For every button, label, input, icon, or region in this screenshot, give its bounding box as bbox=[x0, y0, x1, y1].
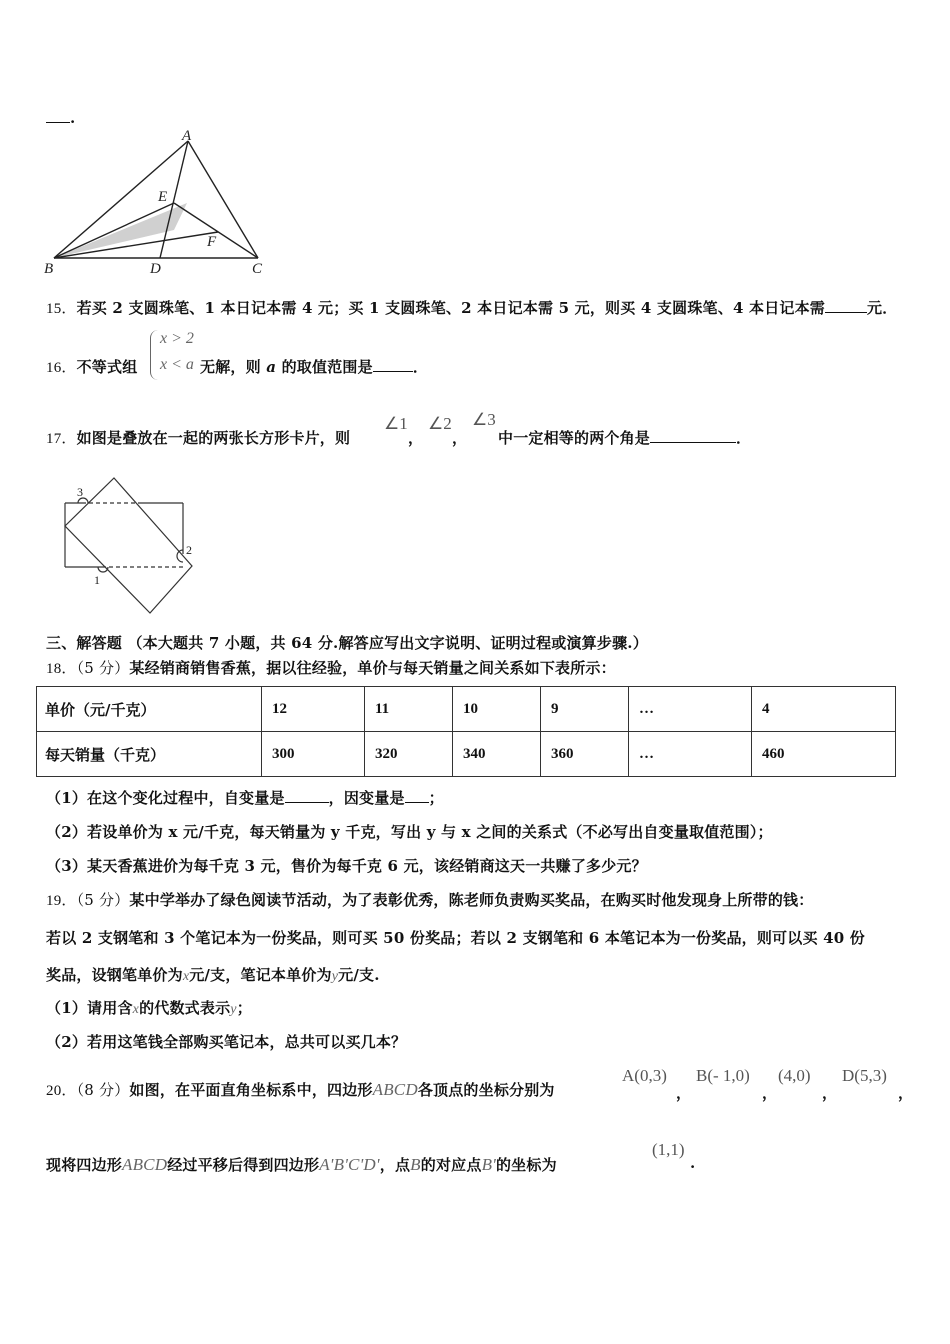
table-cell: 4 bbox=[752, 687, 896, 732]
price-sales-table bbox=[36, 686, 896, 777]
question-number: 19． bbox=[46, 893, 77, 909]
section-header bbox=[46, 632, 648, 653]
answer-blank[interactable] bbox=[285, 788, 329, 803]
label-f: F bbox=[207, 234, 217, 250]
label-d: D bbox=[150, 261, 161, 277]
question-number: 15． bbox=[46, 301, 77, 317]
question-number: 16． bbox=[46, 360, 77, 376]
inequality-line-2: x < a bbox=[160, 356, 194, 373]
angle-label-2: 2 bbox=[186, 543, 192, 557]
table-cell: 10 bbox=[453, 687, 541, 732]
question-17: 17．如图是叠放在一起的两张长方形卡片，则 bbox=[46, 429, 351, 447]
system-brace bbox=[150, 330, 159, 380]
label-a: A bbox=[182, 128, 192, 144]
q18-sub-2: （2）若设单价为 x 元/千克，每天销量为 y 千克，写出 y 与 x 之间的关系式（不必写出自变量取值范围）； bbox=[46, 823, 773, 841]
question-score: （5 分） bbox=[76, 659, 130, 677]
triangle-figure bbox=[40, 128, 280, 283]
angle-label-3: 3 bbox=[77, 485, 83, 499]
question-19-line-3: 奖品，设钢笔单价为x元/支，笔记本单价为y元/支. bbox=[46, 966, 380, 984]
label-c: C bbox=[252, 261, 263, 277]
table-cell: 300 bbox=[262, 732, 365, 777]
row-header: 每天销量（千克） bbox=[37, 732, 262, 777]
question-19: 19．（5 分）某中学举办了绿色阅读节活动，为了表彰优秀，陈老师负责购买奖品，在购买时他发现身上所带的钱： bbox=[46, 891, 814, 909]
q18-sub-3: （3）某天香蕉进价为每千克 3 元，售价为每千克 6 元，该经销商这天一共赚了多少元？ bbox=[46, 857, 647, 875]
table-cell: 9 bbox=[541, 687, 629, 732]
table-cell: 11 bbox=[365, 687, 453, 732]
table-row bbox=[37, 732, 896, 777]
question-15: 15．若买 2 支圆珠笔、1 本日记本需 4 元；买 1 支圆珠笔、2 本日记本需 5 元，则买 4 支圆珠笔、4 本日记本需 元． bbox=[46, 299, 898, 317]
point-a: A(0,3) bbox=[622, 1066, 667, 1085]
section-note: （本大题共 7 小题，共 64 分.解答应写出文字说明、证明过程或演算步骤.） bbox=[127, 634, 648, 652]
angle-label-1: 1 bbox=[94, 573, 100, 587]
question-19-line-2: 若以 2 支钢笔和 3 个笔记本为一份奖品，则可买 50 份奖品；若以 2 支钢笔和 6 本笔记本为一份奖品，则可以买 40 份 bbox=[46, 929, 865, 947]
inequality-line-1: x > 2 bbox=[160, 330, 194, 347]
row-header: 单价（元/千克） bbox=[37, 687, 262, 732]
question-16-tail: 无解，则 a 的取值范围是 ． bbox=[200, 358, 429, 376]
question-18: 18．（5 分）某经销商销售香蕉，据以往经验，单价与每天销量之间关系如下表所示： bbox=[46, 659, 616, 677]
q18-sub-1: （1）在这个变化过程中，自变量是 ，因变量是 ； bbox=[46, 789, 444, 807]
question-score: （5 分） bbox=[76, 891, 130, 909]
label-e: E bbox=[158, 189, 168, 205]
overlapping-rectangles-figure bbox=[50, 470, 200, 620]
table-cell: 320 bbox=[365, 732, 453, 777]
table-cell: … bbox=[629, 732, 752, 777]
point-c: (4,0) bbox=[778, 1066, 811, 1085]
table-cell: 460 bbox=[752, 732, 896, 777]
angle-1: ∠1 bbox=[384, 414, 408, 433]
previous-question-answer-blank: . bbox=[46, 108, 75, 127]
label-b: B bbox=[44, 261, 54, 277]
angle-2: ∠2 bbox=[428, 414, 452, 433]
question-text: 若买 2 支圆珠笔、1 本日记本需 4 元；买 1 支圆珠笔、2 本日记本需 5 元，则买 4 支圆珠笔、4 本日记本需 bbox=[76, 299, 825, 317]
question-20-line-2: 现将四边形ABCD经过平移后得到四边形A'B'C'D'，点B的对应点B'的坐标为 bbox=[46, 1155, 557, 1174]
coord-b-prime: (1,1) bbox=[652, 1140, 685, 1159]
answer-blank[interactable] bbox=[405, 788, 429, 803]
answer-blank[interactable] bbox=[825, 298, 867, 313]
table-cell: 12 bbox=[262, 687, 365, 732]
q19-sub-1: （1）请用含x的代数式表示y； bbox=[46, 999, 252, 1017]
q19-sub-2: （2）若用这笔钱全部购买笔记本，总共可以买几本？ bbox=[46, 1033, 407, 1051]
point-d: D(5,3) bbox=[842, 1066, 887, 1085]
angle-3: ∠3 bbox=[472, 410, 496, 429]
question-number: 17． bbox=[46, 431, 77, 447]
table-cell: … bbox=[629, 687, 752, 732]
section-title: 三、解答题 bbox=[46, 634, 123, 652]
point-b: B(- 1,0) bbox=[696, 1066, 750, 1085]
question-number: 20． bbox=[46, 1083, 77, 1099]
table-cell: 340 bbox=[453, 732, 541, 777]
answer-blank[interactable] bbox=[373, 357, 413, 372]
table-cell: 360 bbox=[541, 732, 629, 777]
answer-blank[interactable] bbox=[46, 108, 70, 123]
question-score: （8 分） bbox=[76, 1081, 130, 1099]
question-16: 16．不等式组 bbox=[46, 358, 138, 376]
question-number: 18． bbox=[46, 661, 77, 677]
answer-blank[interactable] bbox=[650, 428, 736, 443]
table-row bbox=[37, 687, 896, 732]
question-20: 20．（8 分）如图，在平面直角坐标系中，四边形ABCD各顶点的坐标分别为 bbox=[46, 1080, 555, 1099]
question-17-tail: 中一定相等的两个角是 ． bbox=[498, 429, 752, 447]
